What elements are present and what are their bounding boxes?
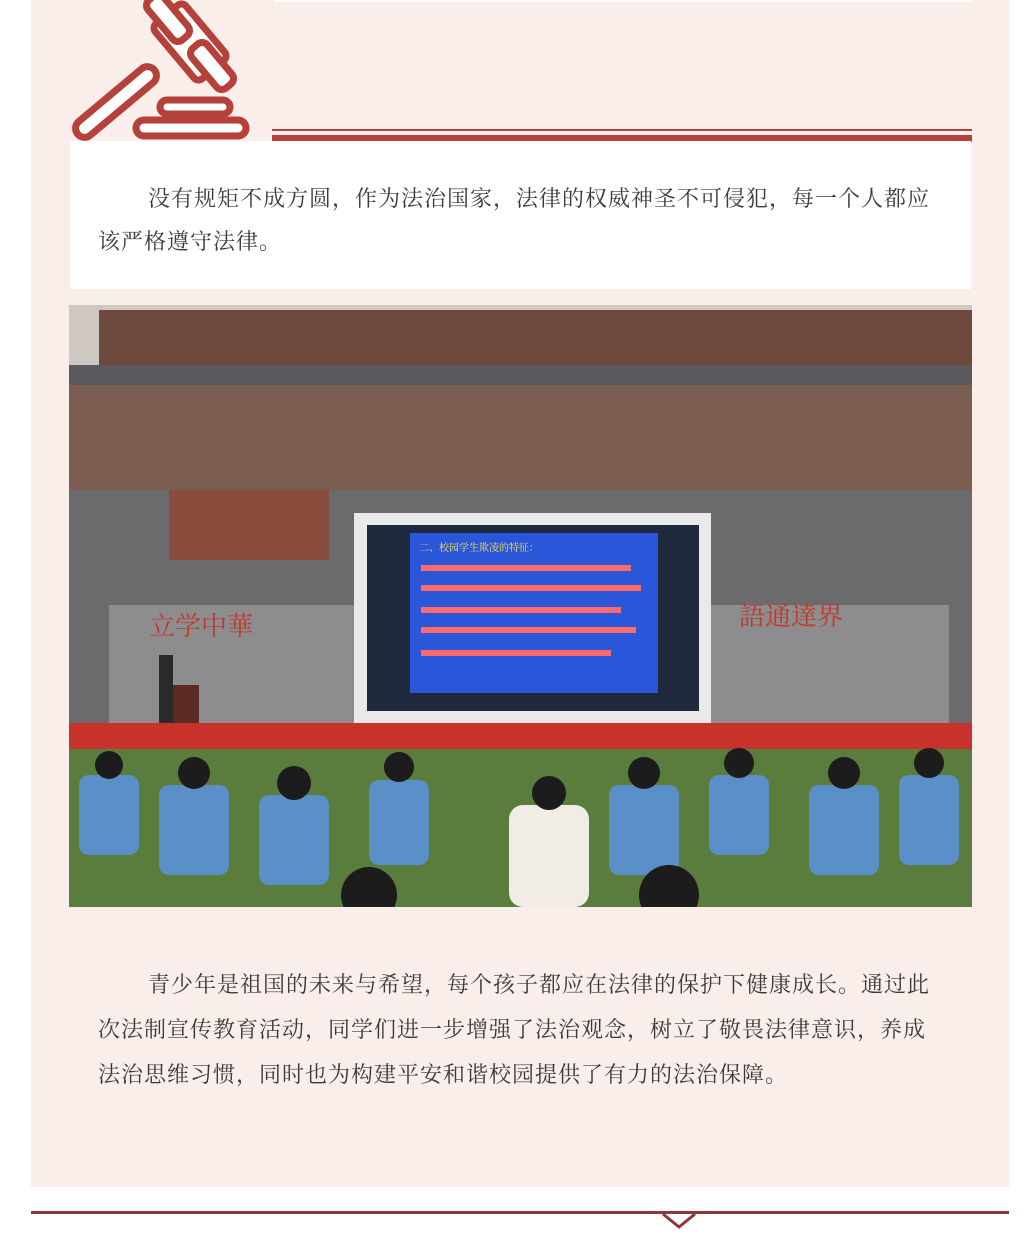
top-divider [274,0,971,2]
event-photo [69,305,972,907]
banner-left: 立学中華 [149,612,254,642]
closing-text: 青少年是祖国的未来与希望，每个孩子都应在法律的保护下健康成长。通过此次法制宣传教育活动，同学们进一步增强了法治观念，树立了敬畏法律意识，养成法治思维习惯，同时也为构建平安和谐校园提供了有力的法治保障。 [98,973,931,1088]
intro-paragraph [98,178,948,264]
footer-divider [31,1205,1009,1245]
intro-text: 没有规矩不成方圆，作为法治国家，法律的权威神圣不可侵犯，每一个人都应该严格遵守法律。 [98,187,931,255]
screen-title: 二、校园学生欺凌的特征： [419,543,539,554]
chevron-down-icon [663,1214,695,1227]
banner-right: 語通達界 [739,602,844,632]
gavel-icon [64,0,254,145]
closing-paragraph [98,963,948,1098]
